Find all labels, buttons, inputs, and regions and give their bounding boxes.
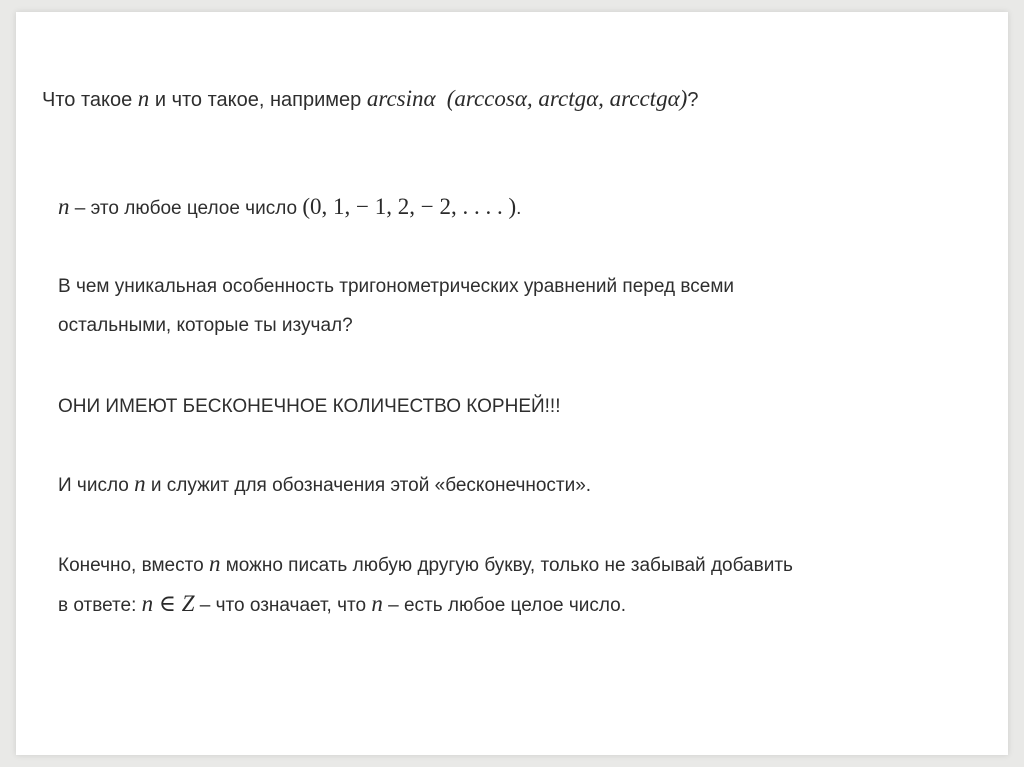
question-line-1: В чем уникальная особенность тригонометрических уравнений перед всеми <box>58 276 734 297</box>
note-z: Z <box>181 591 195 616</box>
n-definition <box>58 195 521 221</box>
note-text-1: Конечно, вместо <box>58 555 209 576</box>
n-infinity-text-2: и служит для обозначения этой «бесконечности». <box>145 475 592 496</box>
heading-text-2: и что такое, например <box>149 89 367 111</box>
n-definition-text: – это любое целое число <box>69 198 303 219</box>
integer-examples: (0, 1, − 1, 2, − 2, . . . . ) <box>302 194 517 219</box>
note-text-2: можно писать любую другую букву, только не забывай добавить <box>220 555 793 576</box>
note-n-3: n <box>371 591 383 616</box>
note-line-2 <box>58 592 626 618</box>
note-text-5: – есть любое целое число. <box>382 595 627 616</box>
heading-other-functions: (arccosα, arctgα, arcctgα) <box>446 86 688 111</box>
heading-question-mark: ? <box>687 89 699 111</box>
n-infinity-text-1: И число <box>58 475 135 496</box>
slide <box>16 12 1008 755</box>
note-n-1: n <box>208 551 221 576</box>
heading-n: n <box>137 86 150 111</box>
heading-text-1: Что такое <box>42 89 138 111</box>
heading-arcsin: arcsinα <box>366 86 436 111</box>
question-line-2: остальными, которые ты изучал? <box>58 315 353 336</box>
caps-answer: ОНИ ИМЕЮТ БЕСКОНЕЧНОЕ КОЛИЧЕСТВО КОРНЕЙ!!! <box>58 396 561 417</box>
heading <box>42 87 698 112</box>
n-infinity-var: n <box>134 471 146 496</box>
note-n-2: n <box>141 591 154 616</box>
n-definition-dot: . <box>516 198 522 219</box>
n-infinity <box>58 472 591 498</box>
n-definition-var: n <box>58 194 70 219</box>
note-element-of: ∈ <box>153 591 182 616</box>
note-line-1 <box>58 552 793 578</box>
note-text-3: в ответе: <box>58 595 142 616</box>
note-text-4: – что означает, что <box>194 595 372 616</box>
